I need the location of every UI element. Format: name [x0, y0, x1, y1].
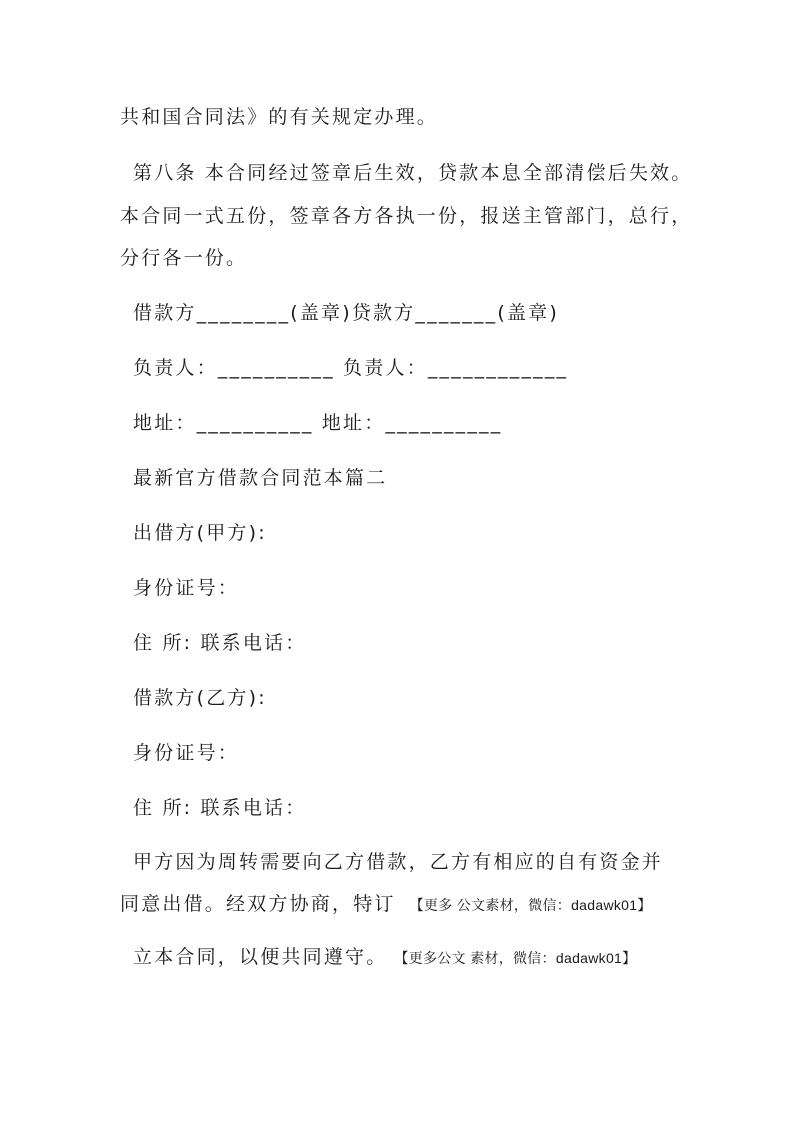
paragraph-text: 立本合同，以便共同遵守。: [133, 946, 388, 968]
id-number-label: 身份证号：: [133, 577, 240, 599]
promo-tag: 【更多 公文素材，微信：dadawk01】: [409, 897, 652, 913]
promo-tag: 【更多公文 素材，微信：dadawk01】: [401, 950, 637, 966]
article-eight-line: 第八条 本合同经过签章后生效，贷款本息全部清偿后失效。: [133, 162, 693, 184]
paragraph-line: [120, 891, 652, 918]
address-line: 地址：__________ 地址：__________: [133, 412, 503, 434]
section-title: 最新官方借款合同范本篇二: [133, 467, 388, 489]
signature-line: 借款方________(盖章)贷款方_______(盖章): [133, 302, 559, 324]
paragraph-line: 共和国合同法》的有关规定办理。: [120, 106, 439, 128]
address-phone-label: 住 所: 联系电话：: [133, 632, 307, 654]
paragraph-text: 同意出借。经双方协商，特订: [120, 893, 396, 915]
paragraph-line: 本合同一式五份，签章各方各执一份，报送主管部门，总行，: [120, 205, 693, 227]
address-phone-label: 住 所: 联系电话：: [133, 797, 307, 819]
responsible-person-line: 负责人：__________ 负责人：____________: [133, 357, 569, 379]
borrower-label: 借款方(乙方):: [133, 687, 267, 709]
paragraph-line: 分行各一份。: [120, 247, 248, 269]
id-number-label: 身份证号：: [133, 742, 240, 764]
paragraph-line: [133, 944, 636, 971]
paragraph-line: 甲方因为周转需要向乙方借款，乙方有相应的自有资金并: [133, 851, 664, 873]
lender-label: 出借方(甲方):: [133, 522, 267, 544]
